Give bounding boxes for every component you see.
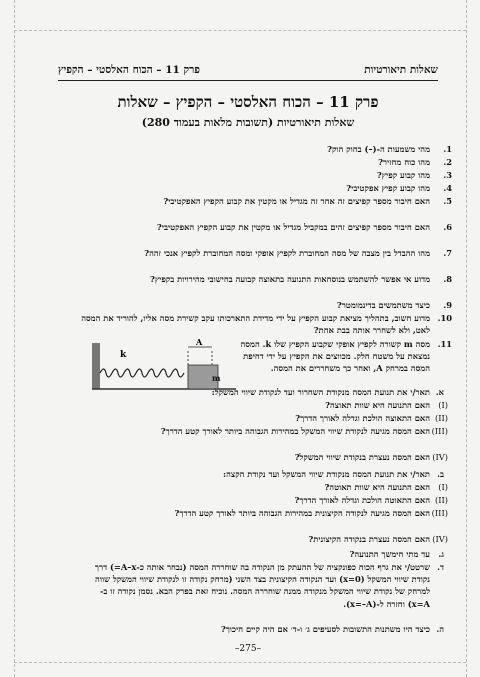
question-11 bbox=[234, 338, 452, 375]
question-9 bbox=[74, 299, 452, 311]
question-number: 5. bbox=[443, 196, 452, 206]
question-text: כיצד משתמשים בדינמומטר? bbox=[336, 300, 430, 310]
running-header bbox=[58, 60, 438, 80]
part-number: ד. bbox=[437, 562, 444, 572]
part-number: ה. bbox=[436, 624, 444, 634]
item-text: האם המסה מגיעה לנקודה הקיצונית במהירות הגבוהה ביותר לאורך קטע הדרך? bbox=[174, 508, 430, 518]
header-rule bbox=[58, 80, 438, 81]
item-text: האם התאוטה הולכת וגדלה לאורך הדרך? bbox=[294, 495, 430, 505]
question-number: 8. bbox=[443, 274, 452, 284]
item-number: (III) bbox=[431, 426, 448, 436]
page-title: פרק 11 – הכוח האלסטי – הקפיץ – שאלות bbox=[117, 93, 379, 111]
item-text: האם התאוצה הולכת וגדלה לאורך הדרך? bbox=[295, 413, 430, 423]
item-text: האם המסה מגיעה לנקודת שיווי המשקל במהירות הגבוהה ביותר לאורך קטע הדרך? bbox=[160, 426, 430, 436]
part-e bbox=[90, 623, 444, 635]
part-c bbox=[90, 548, 444, 560]
question-text: מהו קבוע קפיץ? bbox=[376, 170, 430, 180]
question-number: 4. bbox=[443, 183, 452, 193]
part-b-item-2 bbox=[110, 494, 448, 506]
wall bbox=[92, 343, 100, 389]
part-a-item-3 bbox=[110, 425, 448, 437]
question-8 bbox=[74, 273, 452, 285]
question-3 bbox=[74, 169, 452, 181]
part-text: שרטט/י את גרף הכוח כפונקציה של ההעתק מן הנקודה בה שוחררה המסה (נבחר אותה כ-A–x=) דרך נקודת שיווי המשקל (x=0) ועד הנקודה הקיצונית בצד השני (מרחק נקודה זו לנקודת שיווי המשקל שווה למרחק של נקודת שיווי המשקל מנקודה ממנה שוחררה המסה. נוכיח זאת בפרק הבא. נסמן נקודה זו ב-x=A) וחזרה ל-(x=–A). bbox=[94, 562, 430, 609]
item-number: (IV) bbox=[432, 534, 448, 544]
item-number: (IV) bbox=[432, 452, 448, 462]
part-a bbox=[90, 386, 444, 398]
item-number: (I) bbox=[438, 482, 448, 492]
question-text: מדוע חשוב, בתהליך מציאת קבוע הקפיץ על ידי מדידת התארכותו עקב קשירת מסה אליו, להוריד את המסה לאט, ולא לשחרר אותה בבת אחת? bbox=[81, 313, 430, 336]
page-subtitle: שאלות תיאורטיות (תשובות מלאות בעמוד 280) bbox=[141, 116, 355, 129]
question-text: האם חיבור מספר קפיצים זה אחר זה מגדיל או מקטין את קבוע הקפיץ האפקטיבי? bbox=[163, 196, 430, 206]
item-text: האם התנועה היא שוות תאוצה? bbox=[325, 400, 430, 410]
part-b bbox=[90, 468, 444, 480]
part-a-item-2 bbox=[110, 412, 448, 424]
part-b-item-1 bbox=[110, 481, 448, 493]
question-4 bbox=[74, 182, 452, 194]
page-border-top bbox=[14, 30, 466, 31]
question-number: 11. bbox=[437, 339, 452, 349]
item-number: (I) bbox=[438, 400, 448, 410]
question-10 bbox=[74, 312, 452, 336]
page-border-left bbox=[14, 0, 15, 677]
question-text: מהו קבוע קפיץ אפקטיבי? bbox=[346, 183, 430, 193]
question-5 bbox=[74, 195, 452, 207]
part-text: תאר/י את תנועת המסה מנקודת השחרור ועד לנקודת שיווי המשקל: bbox=[211, 387, 430, 397]
item-number: (II) bbox=[434, 495, 448, 505]
page-number: –275– bbox=[234, 644, 262, 654]
spring-label: k bbox=[120, 350, 127, 360]
question-text: מהי משמעות ה-(–) בחוק הוק? bbox=[327, 144, 430, 154]
item-text: האם המסה נעצרת בנקודת שיווי המשקל? bbox=[294, 452, 430, 462]
item-number: (II) bbox=[434, 413, 448, 423]
part-text: כיצד היו משתנות התשובות לסעיפים ג׳ ו-ד׳ אם היה קיים חיכוך? bbox=[220, 624, 430, 634]
item-number: (III) bbox=[431, 508, 448, 518]
item-text: האם התנועה היא שוות תאוטה? bbox=[324, 482, 430, 492]
part-text: עד מתי חימשך התנועה? bbox=[349, 549, 430, 559]
question-text: האם חיבור מספר קפיצים זהים במקביל מגדיל או מקטין את קבוע הקפיץ האפקטיבי? bbox=[156, 222, 430, 232]
question-2 bbox=[74, 156, 452, 168]
part-a-item-4 bbox=[110, 451, 448, 463]
item-text: האם המסה נעצרת בנקודה הקיצונית? bbox=[308, 534, 430, 544]
spring-coil bbox=[100, 369, 184, 377]
question-number: 7. bbox=[443, 248, 452, 258]
page-border-bottom bbox=[14, 662, 466, 663]
part-b-item-3 bbox=[110, 507, 448, 519]
part-text: תאר/י את תנועת המסה מנקודת שיווי המשקל ועד נקודת הקצה: bbox=[223, 469, 430, 479]
part-number: ב. bbox=[437, 469, 444, 479]
question-number: 10. bbox=[437, 313, 452, 323]
part-d bbox=[90, 561, 444, 610]
mass-label: m bbox=[212, 373, 221, 383]
part-b-item-4 bbox=[110, 533, 448, 545]
question-number: 2. bbox=[443, 157, 452, 167]
question-text: מדוע אי אפשר להשתמש בנוסחאות התנועה בתאוצה קבועה בחישובי מהירויות בקפיץ? bbox=[149, 274, 430, 284]
page-border-right bbox=[466, 0, 467, 677]
header-chapter: פרק 11 – הכוח האלסטי – הקפיץ bbox=[58, 64, 200, 76]
part-number: ג. bbox=[438, 549, 444, 559]
question-number: 3. bbox=[443, 170, 452, 180]
question-number: 6. bbox=[443, 222, 452, 232]
part-number: א. bbox=[435, 387, 444, 397]
question-number: 9. bbox=[443, 300, 452, 310]
question-text: מהו ההבדל בין מצבה של מסה המחוברת לקפיץ אופקי ומסה המחוברת לקפיץ אנכי זהה? bbox=[144, 248, 430, 258]
question-7 bbox=[74, 247, 452, 259]
question-text: מסה m קשורה לקפיץ אופקי שקבוע הקפיץ שלו k. המסה נמצאת על משטח חלק. מכווצים את הקפיץ על ידי דחיפת המסה במרחק A, ואחר כך משחררים את המסה. bbox=[240, 339, 430, 374]
question-6 bbox=[74, 221, 452, 233]
question-text: מהו כוח מחזיר? bbox=[378, 157, 430, 167]
question-number: 1. bbox=[443, 144, 452, 154]
question-1 bbox=[74, 143, 452, 155]
header-section: שאלות תיאורטיות bbox=[364, 64, 438, 76]
distance-label: A bbox=[196, 337, 203, 347]
part-a-item-1 bbox=[110, 399, 448, 411]
